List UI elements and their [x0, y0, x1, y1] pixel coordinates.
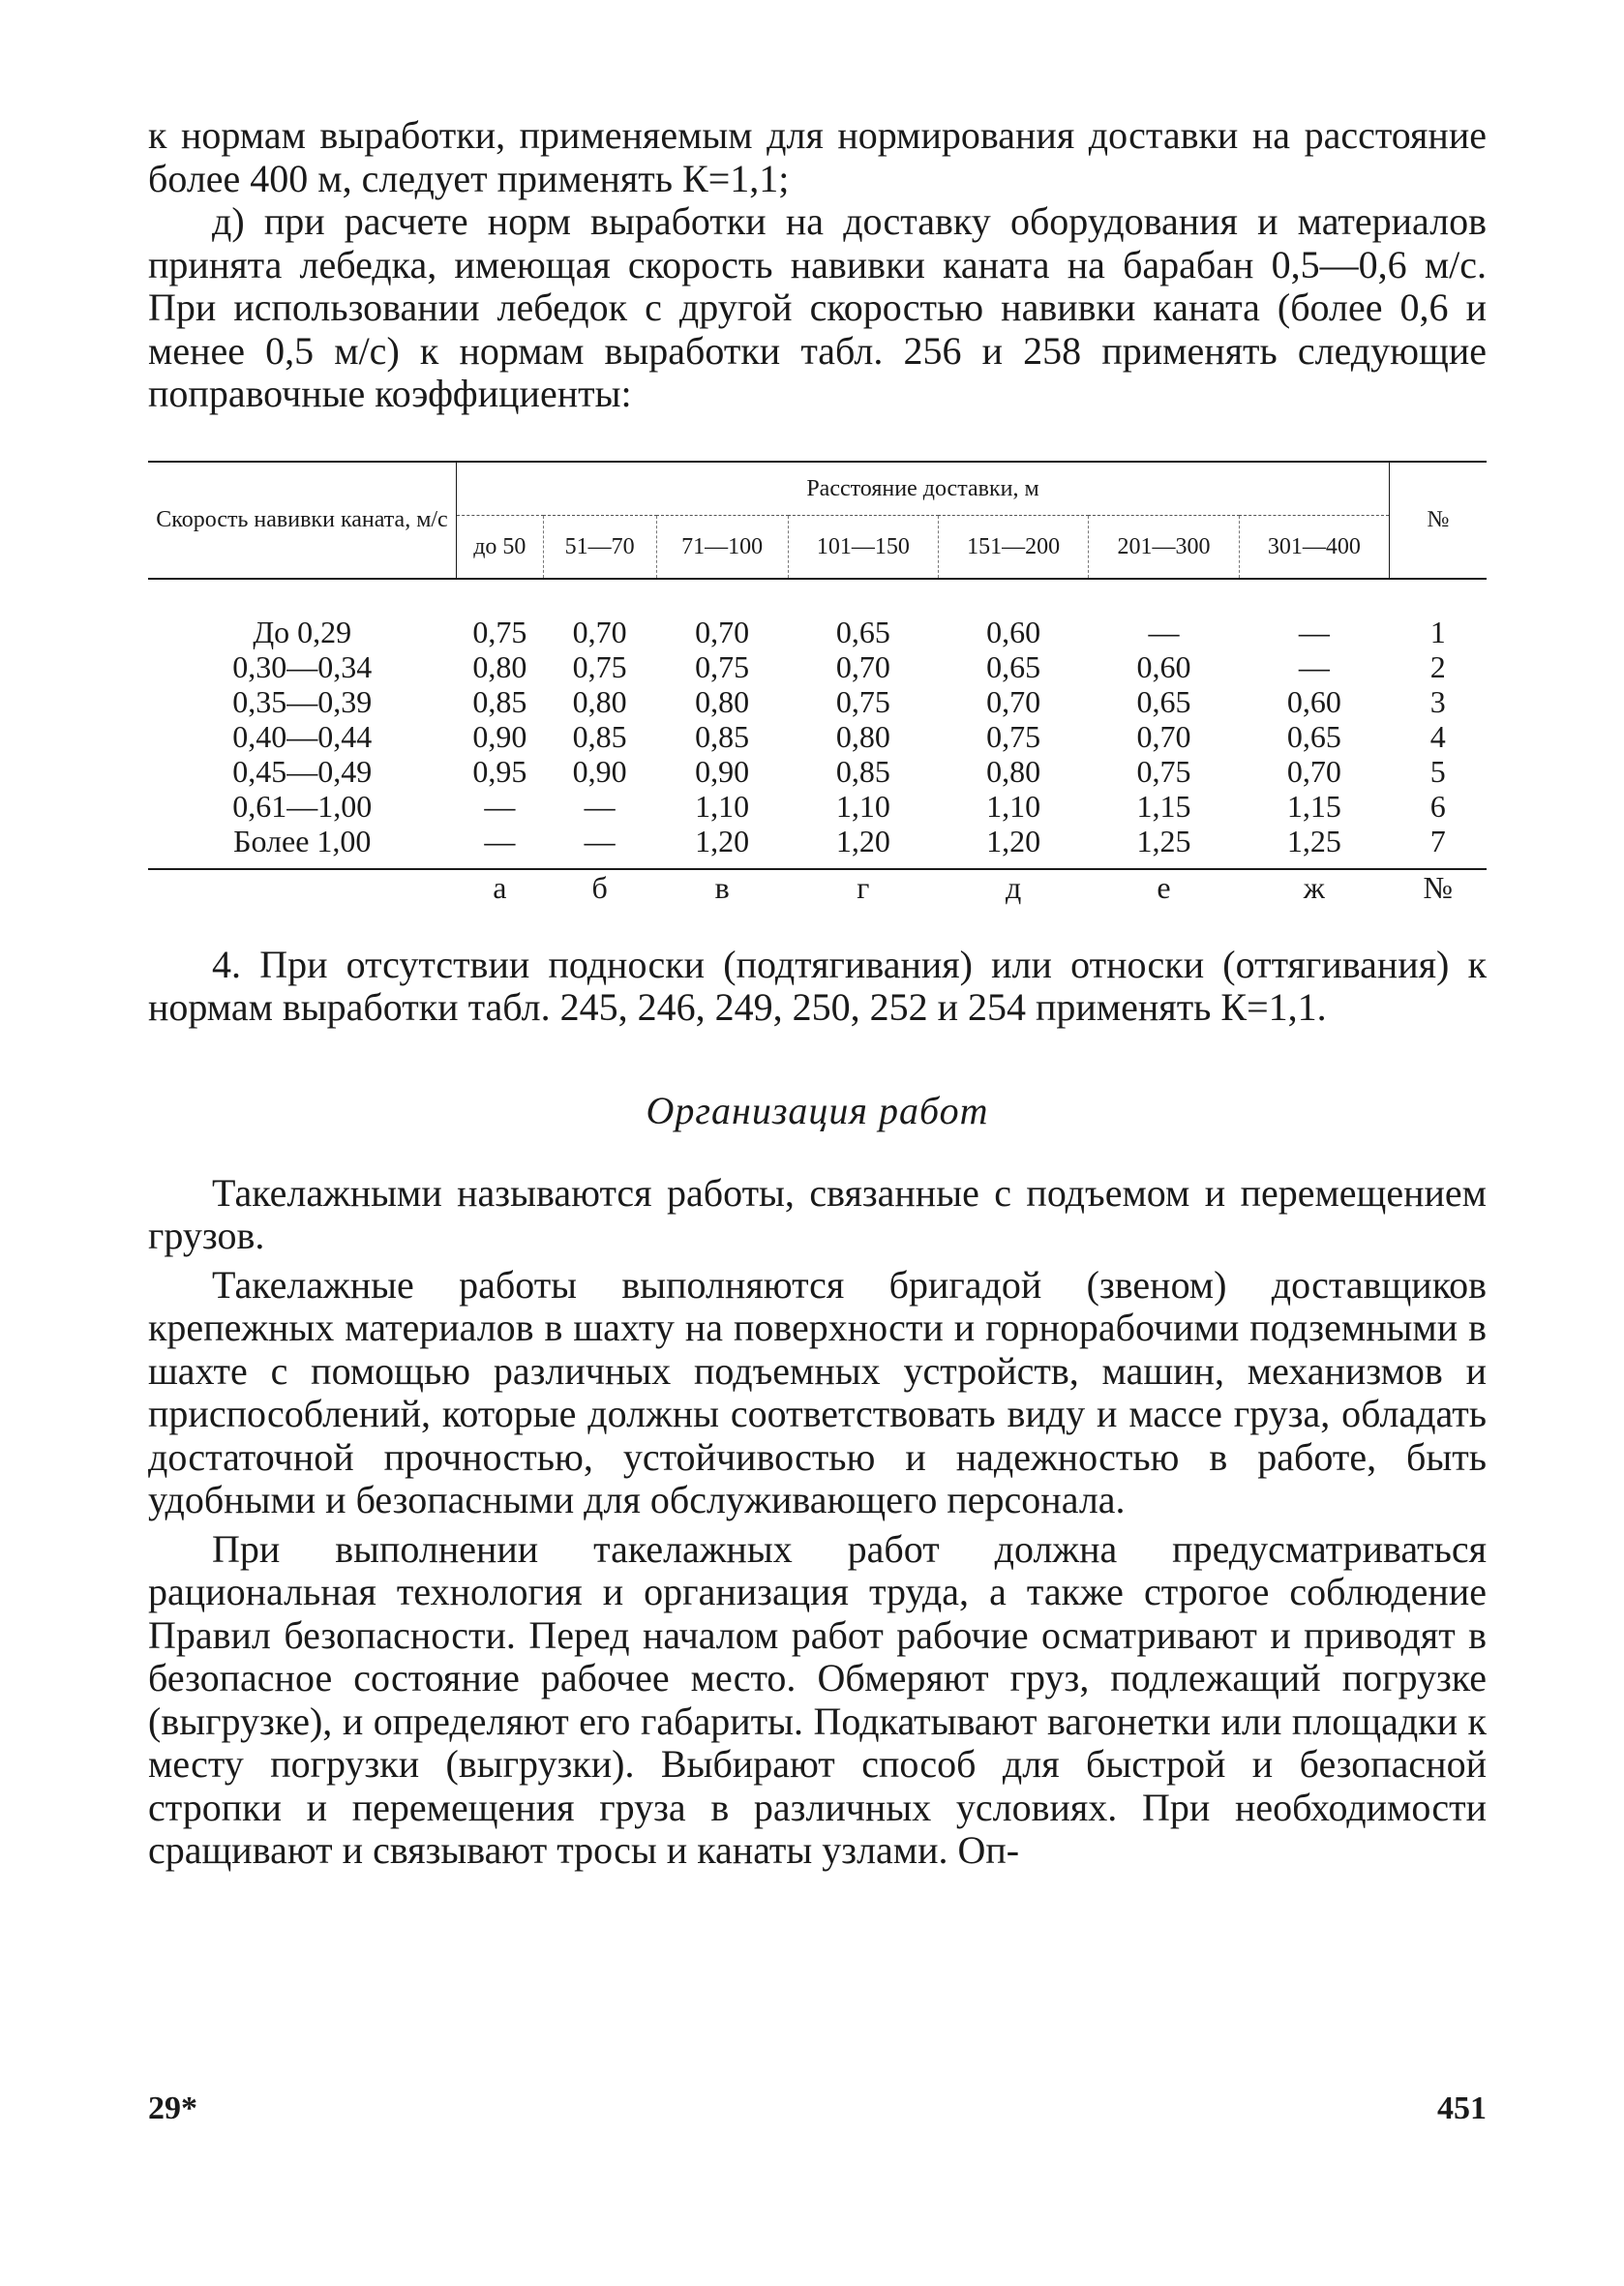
column-letter: в: [714, 869, 730, 905]
signature-mark: 29*: [148, 2090, 197, 2126]
coefficients-table: [148, 461, 1487, 905]
table-row: [148, 824, 1487, 869]
value-cell: —: [1148, 614, 1180, 649]
table-row: [148, 684, 1487, 719]
value-cell: 0,60: [1286, 683, 1341, 719]
value-cell: —: [1298, 648, 1330, 684]
value-cell: 0,75: [835, 683, 890, 719]
distance-column-header: 71—100: [656, 515, 788, 579]
value-cell: —: [484, 823, 516, 858]
row-number-cell: 7: [1429, 823, 1446, 858]
table-row: [148, 719, 1487, 754]
value-cell: 0,75: [1136, 753, 1191, 789]
table-row: [148, 579, 1487, 649]
paragraph-continuation: к нормам выработки, применяемым для нормирования доставки на расстояние более 400 м, следует применять К=1,1;: [148, 113, 1487, 200]
row-number-cell: 2: [1429, 648, 1446, 684]
table-row: [148, 649, 1487, 684]
speed-column-header: Скорость навивки каната, м/с: [148, 462, 457, 579]
number-column-header: №: [1390, 462, 1488, 579]
value-cell: —: [584, 788, 616, 824]
value-cell: 0,85: [572, 718, 627, 754]
distance-column-header: 151—200: [939, 515, 1089, 579]
value-cell: 0,85: [835, 753, 890, 789]
value-cell: 0,65: [1136, 683, 1191, 719]
value-cell: 0,90: [572, 753, 627, 789]
value-cell: 0,80: [986, 753, 1041, 789]
value-cell: 0,70: [835, 648, 890, 684]
value-cell: —: [484, 788, 516, 824]
paragraph-item-d: д) при расчете норм выработки на доставку оборудования и материалов принята лебедка, имеющая скорость навивки каната на барабан 0,5—0,6 м/с. При использовании лебедок с другой скоростью навивки каната (более 0,6 и менее 0,5 м/с) к нормам выработки табл. 256 и 258 применять следующие поправочные коэффициенты:: [148, 199, 1487, 415]
value-cell: 1,25: [1286, 823, 1341, 858]
value-cell: 1,20: [695, 823, 750, 858]
speed-cell: 0,35—0,39: [232, 683, 373, 719]
speed-cell: 0,45—0,49: [232, 753, 373, 789]
paragraph-rigging-works: Такелажные работы выполняются бригадой (звеном) доставщиков крепежных материалов в шахту на поверхности и горнорабочими подземными в шахте с помощью различных подъемных устройств, машин, механизмов и приспособлений, которые должны соответствовать виду и массе груза, обладать достаточной прочностью, устойчивостью и надежностью в работе, быть удобными и безопасными для обслуживающего персонала.: [148, 1262, 1487, 1521]
row-number-cell: 6: [1429, 788, 1446, 824]
section-title: Организация работ: [646, 1088, 989, 1132]
value-cell: 0,70: [695, 614, 750, 649]
value-cell: 0,70: [1136, 718, 1191, 754]
distance-group-header: Расстояние доставки, м: [457, 462, 1390, 516]
value-cell: 0,65: [1286, 718, 1341, 754]
value-cell: 0,80: [835, 718, 890, 754]
value-cell: 0,80: [472, 648, 527, 684]
value-cell: 0,85: [695, 718, 750, 754]
value-cell: 0,70: [1286, 753, 1341, 789]
value-cell: 1,10: [695, 788, 750, 824]
value-cell: 0,80: [572, 683, 627, 719]
paragraph-item-4: 4. При отсутствии подноски (подтягивания) или относки (оттягивания) к нормам выработки табл. 245, 246, 249, 250, 252 и 254 применять К=1,1.: [148, 942, 1487, 1029]
speed-cell: До 0,29: [253, 614, 352, 649]
value-cell: 0,60: [1136, 648, 1191, 684]
value-cell: 0,85: [472, 683, 527, 719]
value-cell: 0,70: [572, 614, 627, 649]
value-cell: 1,20: [986, 823, 1041, 858]
speed-cell: Более 1,00: [233, 823, 372, 858]
value-cell: 0,90: [695, 753, 750, 789]
value-cell: 0,90: [472, 718, 527, 754]
paragraph-safety: При выполнении такелажных работ должна предусматриваться рациональная технология и организация труда, а также строгое соблюдение Правил безопасности. Перед началом работ рабочие осматривают и приводят в безопасное состояние рабочее место. Обмеряют груз, подлежащий погрузке (выгрузке), и определяют его габариты. Подкатывают вагонетки или площадки к месту погрузки (выгрузки). Выбирают способ для быстрой и безопасной стропки и перемещения груза в различных условиях. При необходимости сращивают и связывают тросы и канаты узлами. Оп-: [148, 1526, 1487, 1872]
value-cell: 1,20: [835, 823, 890, 858]
distance-column-header: 51—70: [543, 515, 656, 579]
coefficients-table-container: [148, 461, 1487, 905]
paragraph-definition: Такелажными называются работы, связанные с подъемом и перемещением грузов.: [148, 1170, 1487, 1257]
value-cell: 1,10: [835, 788, 890, 824]
column-letters-row: [148, 870, 1487, 905]
table-row: [148, 789, 1487, 824]
value-cell: 1,15: [1136, 788, 1191, 824]
distance-column-header: 101—150: [788, 515, 938, 579]
value-cell: —: [1298, 614, 1330, 649]
row-number-cell: 5: [1429, 753, 1446, 789]
value-cell: 1,10: [986, 788, 1041, 824]
distance-column-header: 301—400: [1239, 515, 1389, 579]
value-cell: 1,15: [1286, 788, 1341, 824]
table-row: [148, 754, 1487, 789]
row-number-cell: 4: [1429, 718, 1446, 754]
value-cell: 0,75: [472, 614, 527, 649]
speed-cell: 0,30—0,34: [232, 648, 373, 684]
speed-cell: 0,61—1,00: [232, 788, 373, 824]
value-cell: 0,60: [986, 614, 1041, 649]
column-letter: а: [493, 869, 507, 905]
column-letter: г: [857, 869, 870, 905]
value-cell: 0,65: [835, 614, 890, 649]
value-cell: 1,25: [1136, 823, 1191, 858]
page-number: 451: [1437, 2090, 1487, 2126]
column-letter: е: [1157, 869, 1171, 905]
value-cell: 0,75: [695, 648, 750, 684]
value-cell: 0,80: [695, 683, 750, 719]
distance-column-header: до 50: [457, 515, 544, 579]
column-letter: д: [1006, 869, 1022, 905]
value-cell: —: [584, 823, 616, 858]
letters-number-mark: №: [1423, 869, 1454, 905]
row-number-cell: 1: [1429, 614, 1446, 649]
distance-column-header: 201—300: [1089, 515, 1239, 579]
value-cell: 0,70: [986, 683, 1041, 719]
column-letter: ж: [1303, 869, 1325, 905]
column-letter: б: [591, 869, 608, 905]
page-footer: [148, 2090, 1487, 2127]
row-number-cell: 3: [1429, 683, 1446, 719]
speed-cell: 0,40—0,44: [232, 718, 373, 754]
value-cell: 0,75: [572, 648, 627, 684]
value-cell: 0,65: [986, 648, 1041, 684]
value-cell: 0,75: [986, 718, 1041, 754]
value-cell: 0,95: [472, 753, 527, 789]
